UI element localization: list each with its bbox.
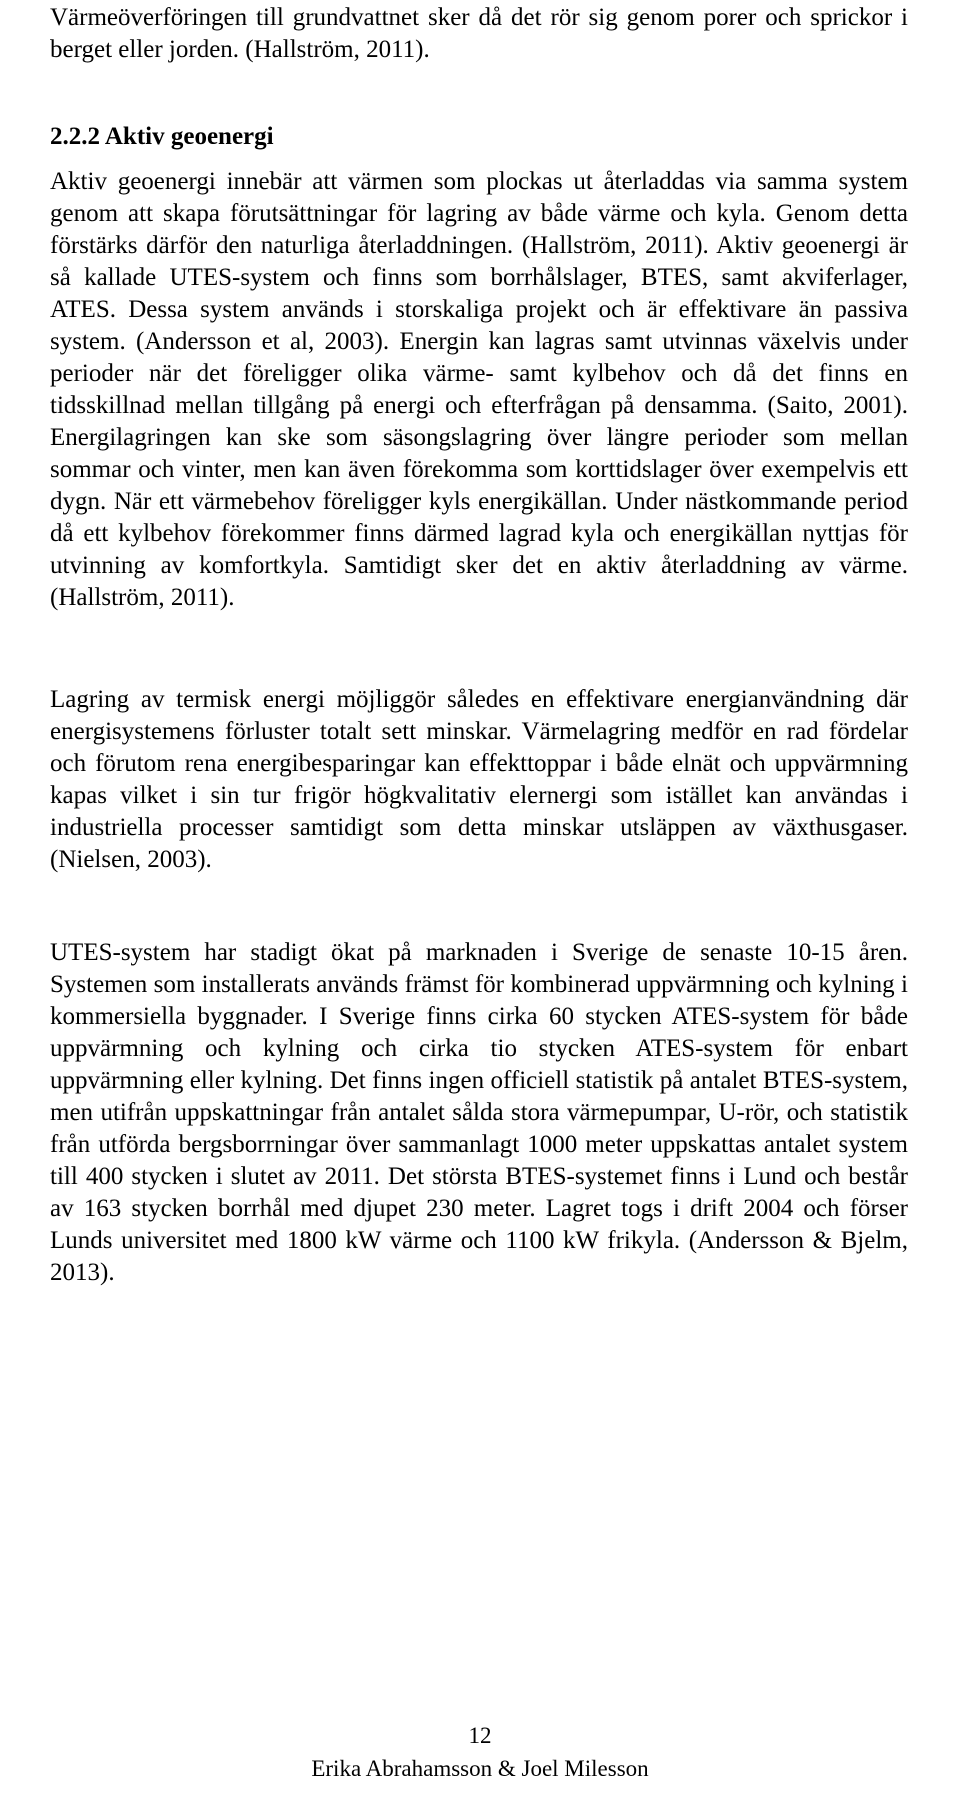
body-paragraph-termisk-lagring: Lagring av termisk energi möjliggör således en effektivare energianvändning där energisystemens förluster totalt sett minskar. Värmelagring medför en rad fördelar och förutom rena energibesparingar kan effekttoppar i både elnät och uppvärmning kapas vilket i sin tur frigör högkvalitativ elernergi som istället kan användas i industriella processer samtidigt som detta minskar utsläppen av växthusgaser. (Nielsen, 2003). <box>50 686 908 873</box>
intro-paragraph: Värmeöverföringen till grundvattnet sker då det rör sig genom porer och sprickor i berget eller jorden. (Hallström, 2011). <box>50 4 908 63</box>
body-paragraph-aktiv-geoenergi: Aktiv geoenergi innebär att värmen som plockas ut återladdas via samma system genom att skapa förutsättningar för lagring av både värme och kyla. Genom detta förstärks därför den naturliga återladdningen. (Hallström, 2011). Aktiv geoenergi är så kallade UTES-system och finns som borrhålslager, BTES, samt akviferlager, ATES. Dessa system används i storskaliga projekt och är effektivare än passiva system. (Andersson et al, 2003). Energin kan lagras samt utvinnas växelvis under perioder när det föreligger olika värme- samt kylbehov och då det finns en tidsskillnad mellan tillgång på energi och efterfrågan på densamma. (Saito, 2001). Energilagringen kan ske som säsongslagring över längre perioder som mellan sommar och vinter, men kan även förekomma som korttidslager över exempelvis ett dygn. När ett värmebehov föreligger kyls energikällan. Under nästkommande period då ett kylbehov förekommer finns därmed lagrad kyla och energikällan nyttjas för utvinning av komfortkyla. Samtidigt sker det en aktiv återladdning av värme. (Hallström, 2011). <box>50 168 908 611</box>
page-number: 12 <box>468 1723 492 1748</box>
footer-authors: Erika Abrahamsson & Joel Milesson <box>311 1756 649 1781</box>
body-paragraph-utes-sverige: UTES-system har stadigt ökat på marknaden i Sverige de senaste 10-15 åren. Systemen som installerats används främst för kombinerad uppvärmning och kylning i kommersiella byggnader. I Sverige finns cirka 60 stycken ATES-system för både uppvärmning och kylning och cirka tio stycken ATES-system för enbart uppvärmning eller kylning. Det finns ingen officiell statistik på antalet BTES-system, men utifrån uppskattningar från antalet sålda stora värmepumpar, U-rör, och statistik från utförda bergsborrningar över sammanlagt 1000 meter uppskattas antalet system till 400 stycken i slutet av 2011. Det största BTES-systemet finns i Lund och består av 163 stycken borrhål med djupet 230 meter. Lagret togs i drift 2004 och förser Lunds universitet med 1800 kW värme och 1100 kW frikyla. (Andersson & Bjelm, 2013). <box>50 939 908 1286</box>
section-heading: 2.2.2 Aktiv geoenergi <box>50 123 274 150</box>
